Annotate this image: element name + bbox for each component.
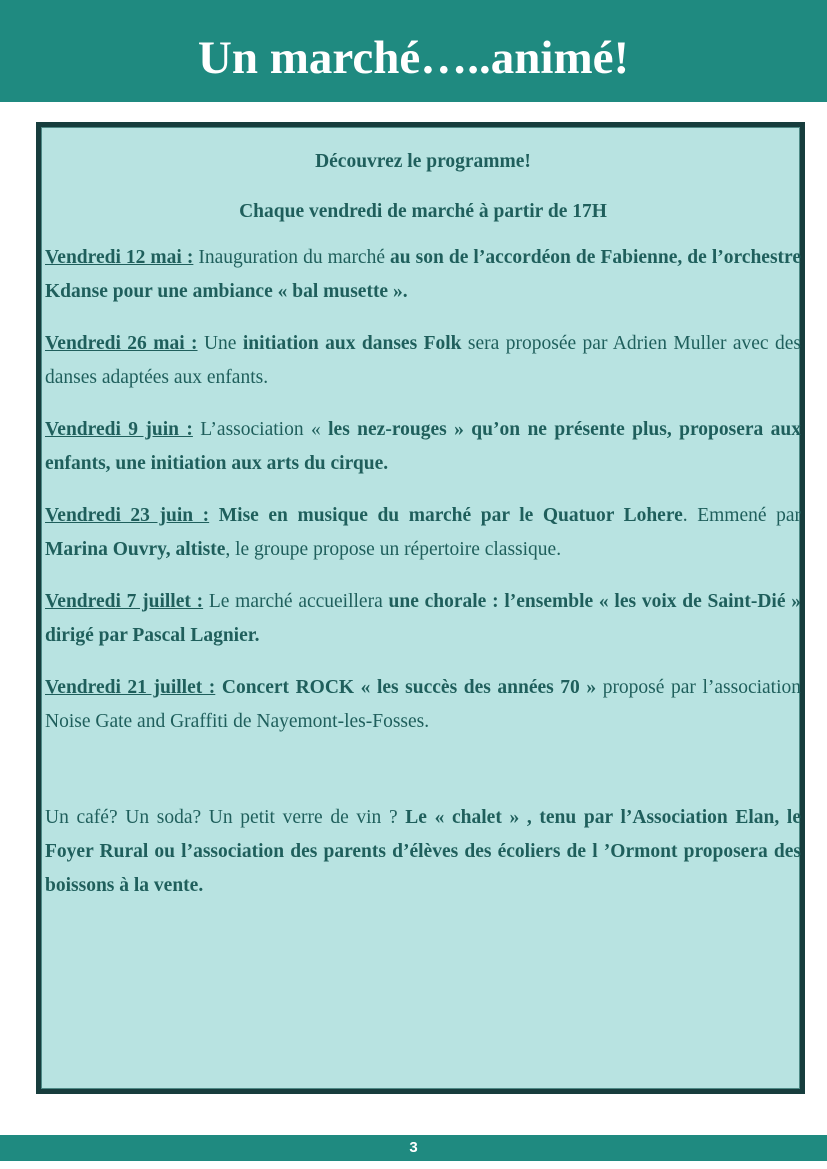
closing-note bbox=[45, 801, 801, 903]
program-box bbox=[36, 122, 805, 1094]
entry-text: L’association « bbox=[192, 419, 329, 440]
entry-highlight: Marina Ouvry, altiste bbox=[45, 539, 226, 560]
entry-date: Vendredi 26 mai : bbox=[45, 333, 198, 354]
entry-text: sera proposée par Adrien Muller avec des danses adaptées aux enfants. bbox=[45, 333, 801, 388]
program-entry bbox=[45, 499, 801, 567]
header-banner bbox=[0, 0, 827, 102]
entry-text: proposé par l’association Noise Gate and Graffiti de Nayemont-les-Fosses. bbox=[45, 677, 802, 732]
entry-highlight: au son de l’accordéon de Fabienne, de l’orchestre Kdanse pour une ambiance « bal musette ». bbox=[45, 247, 801, 302]
program-subheading: Chaque vendredi de marché à partir de 17H bbox=[239, 201, 607, 222]
closing-text: Un café? Un soda? Un petit verre de vin ? bbox=[45, 807, 406, 828]
program-entry bbox=[45, 585, 801, 653]
program-content bbox=[45, 145, 801, 903]
entry-highlight: une chorale : l’ensemble « les voix de Saint-Dié » dirigé par Pascal Lagnier. bbox=[45, 591, 801, 646]
closing-highlight: Le « chalet » , tenu par l’Association Elan, le Foyer Rural ou l’association des parents d’élèves des écoliers de l ’Ormont proposera des boissons à la vente. bbox=[45, 807, 801, 896]
entry-text: Inauguration du marché bbox=[193, 247, 391, 268]
entry-highlight: Concert ROCK « les succès des années 70 » bbox=[221, 677, 597, 698]
entry-text bbox=[215, 677, 222, 698]
entry-date: Vendredi 23 juin : bbox=[45, 505, 210, 526]
program-entry bbox=[45, 241, 801, 309]
entry-text: Le marché accueillera bbox=[203, 591, 389, 612]
entry-text: , le groupe propose un répertoire classique. bbox=[225, 539, 562, 560]
entry-text: . Emmené par bbox=[682, 505, 801, 526]
program-entry bbox=[45, 671, 801, 739]
program-heading: Découvrez le programme! bbox=[315, 151, 531, 172]
program-entry bbox=[45, 413, 801, 481]
entry-date: Vendredi 21 juillet : bbox=[45, 677, 216, 698]
entry-date: Vendredi 9 juin : bbox=[45, 419, 193, 440]
page-title: Un marché…..animé! bbox=[197, 32, 630, 84]
entry-highlight: les nez-rouges » qu’on ne présente plus, proposera aux enfants, une initiation aux arts du cirque. bbox=[45, 419, 802, 474]
entry-text bbox=[209, 505, 219, 526]
page-number: 3 bbox=[409, 1139, 418, 1156]
entry-highlight: Mise en musique du marché par le Quatuor Lohere bbox=[218, 505, 683, 526]
entry-date: Vendredi 12 mai : bbox=[45, 247, 194, 268]
program-entry bbox=[45, 327, 801, 395]
entry-date: Vendredi 7 juillet : bbox=[45, 591, 204, 612]
entry-text: Une bbox=[197, 333, 243, 354]
entry-highlight: initiation aux danses Folk bbox=[242, 333, 462, 354]
